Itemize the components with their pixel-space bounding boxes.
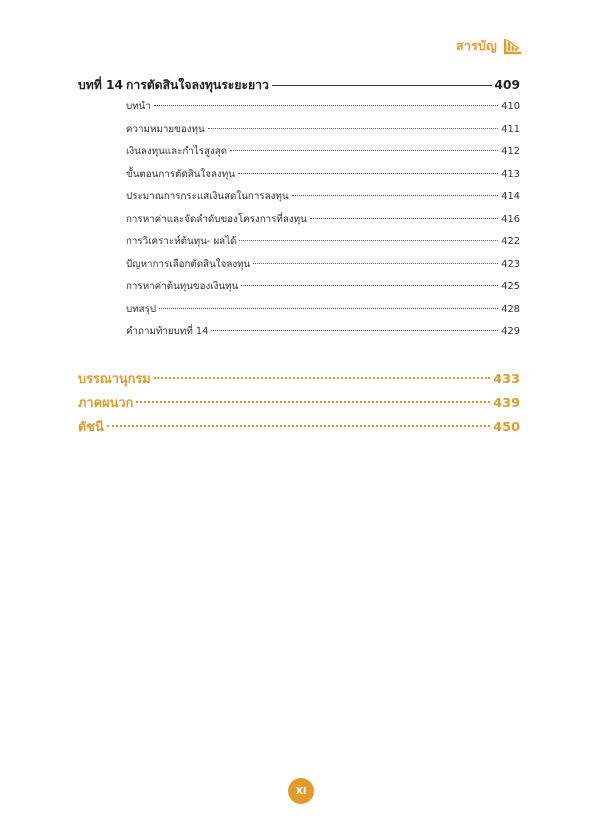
toc-chapter-row[interactable]	[78, 76, 520, 95]
section-title: ขั้นตอนการตัดสินใจลงทุน	[126, 168, 235, 180]
dot-leader	[238, 173, 498, 174]
dot-leader	[208, 128, 499, 129]
section-title: ประมาณการกระแสเงินสดในการลงทุน	[126, 191, 289, 202]
dot-leader	[154, 377, 491, 379]
page-number-badge: XI	[288, 778, 314, 804]
toc-section-row[interactable]	[126, 302, 520, 317]
toc-section-row[interactable]	[126, 144, 520, 159]
dot-leader	[211, 330, 498, 331]
toc-section-row[interactable]	[126, 257, 520, 272]
toc-section-row[interactable]	[126, 189, 520, 204]
dot-leader	[272, 85, 492, 86]
section-page: 416	[501, 213, 520, 225]
section-page: 411	[501, 123, 520, 135]
section-title: การวิเคราะห์ต้นทุน- ผลได้	[126, 236, 237, 247]
page-title: สารบัญ	[456, 38, 497, 53]
dot-leader	[239, 240, 498, 241]
bar-chart-descending-icon	[503, 37, 522, 56]
toc-section-row[interactable]	[126, 279, 520, 294]
toc-section-row[interactable]	[126, 234, 520, 249]
section-page: 414	[501, 191, 520, 202]
dot-leader	[310, 218, 498, 219]
section-page: 413	[501, 168, 520, 180]
section-title: คำถามท้ายบทที่ 14	[126, 326, 209, 337]
toc-back-matter-row[interactable]	[78, 368, 520, 389]
section-title: ความหมายของทุน	[126, 123, 205, 135]
back-matter-title: ภาคผนวก	[78, 396, 134, 411]
section-title: เงินลงทุนและกำไรสูงสุด	[126, 146, 228, 157]
back-matter-page: 439	[493, 396, 520, 411]
dot-leader	[136, 401, 490, 403]
chapter-page: 409	[494, 78, 520, 92]
dot-leader	[107, 425, 491, 427]
dot-leader	[253, 263, 498, 264]
toc-section-row[interactable]	[126, 122, 520, 137]
back-matter-page: 433	[493, 372, 520, 387]
section-page: 422	[501, 236, 520, 247]
section-title: การหาค่าและจัดลำดับของโครงการที่ลงทุน	[126, 213, 307, 225]
section-page: 429	[501, 326, 520, 337]
dot-leader	[230, 150, 498, 151]
toc-section-row[interactable]	[126, 167, 520, 182]
section-page: 412	[501, 146, 520, 157]
dot-leader	[292, 195, 499, 196]
toc-section-row[interactable]	[126, 324, 520, 339]
toc-section-row[interactable]	[126, 99, 520, 114]
back-matter-title: ดัชนี	[78, 420, 104, 435]
section-title: การหาค่าต้นทุนของเงินทุน	[126, 281, 239, 292]
section-title: บทนำ	[126, 101, 151, 112]
toc-section-row[interactable]	[126, 212, 520, 227]
back-matter-title: บรรณานุกรม	[78, 372, 151, 387]
dot-leader	[241, 285, 498, 286]
dot-leader	[154, 105, 498, 106]
chapter-title: การตัดสินใจลงทุนระยะยาว	[126, 78, 269, 92]
section-page: 423	[501, 258, 520, 270]
section-page: 425	[501, 281, 520, 292]
section-title: ปัญหาการเลือกตัดสินใจลงทุน	[126, 258, 251, 270]
chapter-number: บทที่ 14	[78, 78, 124, 92]
section-title: บทสรุป	[126, 303, 157, 315]
section-page: 428	[501, 303, 520, 315]
toc-back-matter-row[interactable]	[78, 392, 520, 413]
back-matter-page: 450	[493, 420, 520, 435]
page-header	[456, 36, 522, 56]
dot-leader	[159, 308, 498, 309]
section-page: 410	[501, 101, 520, 112]
toc-back-matter-row[interactable]	[78, 416, 520, 437]
